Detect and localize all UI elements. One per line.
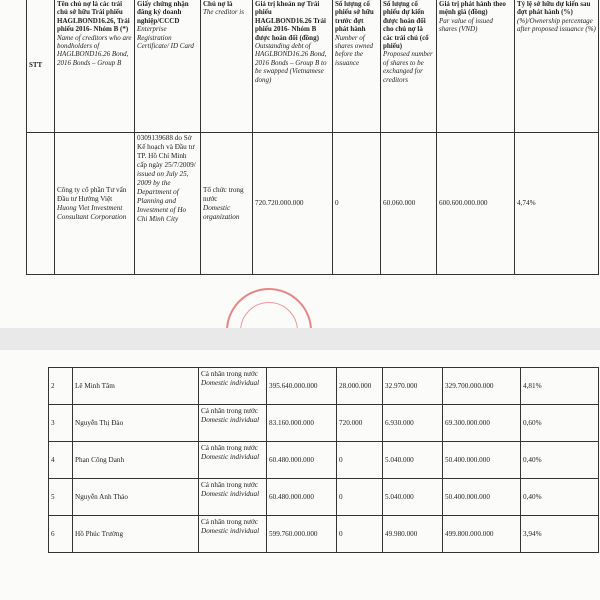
creditor-type: Tổ chức trong nước Domestic organization	[201, 133, 253, 275]
creditor-name: Nguyễn Thị Đào	[73, 405, 199, 442]
document-page-2	[0, 350, 600, 600]
par-value: 499.800.000.000	[443, 516, 521, 553]
row-stt	[27, 133, 55, 275]
ownership-pct: 4,81%	[521, 368, 599, 405]
debt-value: 599.760.000.000	[267, 516, 337, 553]
ownership-pct: 0,40%	[521, 479, 599, 516]
ownership-pct: 3,94%	[521, 516, 599, 553]
header-ownership-pct: Tỷ lệ sở hữu dự kiến sau đợt phát hành (%) (%)/Ownership percentage after proposed issuance (%)	[515, 0, 599, 133]
debt-value: 720.720.000.000	[253, 133, 333, 275]
proposed-shares: 5.040.000	[383, 479, 443, 516]
creditor-name: Công ty cổ phần Tư vấn Đầu tư Hướng Việt Huong Viet Investment Consultant Corporation	[55, 133, 135, 275]
ownership-pct: 0,60%	[521, 405, 599, 442]
creditor-table-page-1	[26, 0, 599, 275]
creditor-table-page-2	[48, 367, 599, 553]
debt-value: 60.480.000.000	[267, 442, 337, 479]
row-stt: 5	[49, 479, 73, 516]
header-creditor-name: Tên chủ nợ là các trái chủ sở hữu Trái phiếu HAGLBOND16.26, Trái phiếu 2016- Nhóm B (*) Name of creditors who are bondholders of HAGLBOND16.26 Bond, 2016 Bonds – Group B	[55, 0, 135, 133]
creditor-type: Cá nhân trong nước Domestic individual	[199, 479, 267, 516]
header-par-value: Giá trị phát hành theo mệnh giá (đồng) Par value of issued shares (VND)	[437, 0, 515, 133]
ownership-pct: 0,40%	[521, 442, 599, 479]
row-stt: 2	[49, 368, 73, 405]
shares-owned: 0	[337, 516, 383, 553]
header-creditor-type: Chủ nợ là The creditor is	[201, 0, 253, 133]
par-value: 600.600.000.000	[437, 133, 515, 275]
creditor-name: Nguyễn Anh Thảo	[73, 479, 199, 516]
creditor-name: Hồ Phúc Trường	[73, 516, 199, 553]
proposed-shares: 49.980.000	[383, 516, 443, 553]
creditor-type: Cá nhân trong nước Domestic individual	[199, 368, 267, 405]
creditor-type: Cá nhân trong nước Domestic individual	[199, 442, 267, 479]
row-stt: 4	[49, 442, 73, 479]
table-row	[49, 368, 599, 405]
ownership-pct: 4,74%	[515, 133, 599, 275]
shares-owned: 0	[337, 442, 383, 479]
table-row	[49, 442, 599, 479]
proposed-shares: 60.060.000	[381, 133, 437, 275]
table-row	[27, 133, 599, 275]
par-value: 69.300.000.000	[443, 405, 521, 442]
par-value: 329.700.000.000	[443, 368, 521, 405]
shares-owned: 28.000.000	[337, 368, 383, 405]
header-proposed-shares: Số lượng cổ phiếu dự kiến được hoán đổi cho chủ nợ là các trái chủ (cổ phiếu) Proposed number of shares to be exchanged for creditors	[381, 0, 437, 133]
creditor-type: Cá nhân trong nước Domestic individual	[199, 516, 267, 553]
header-shares-owned: Số lượng cổ phiếu sở hữu trước đợt phát hành Number of shares owned before the issuance	[333, 0, 381, 133]
red-seal-stamp-icon	[226, 288, 312, 328]
table-row	[49, 479, 599, 516]
shares-owned: 0	[337, 479, 383, 516]
header-stt: STT	[27, 0, 55, 133]
proposed-shares: 5.040.000	[383, 442, 443, 479]
shares-owned: 0	[333, 133, 381, 275]
creditor-type: Cá nhân trong nước Domestic individual	[199, 405, 267, 442]
proposed-shares: 6.930.000	[383, 405, 443, 442]
par-value: 50.400.000.000	[443, 442, 521, 479]
debt-value: 60.480.000.000	[267, 479, 337, 516]
table-row	[49, 405, 599, 442]
header-row	[27, 0, 599, 133]
shares-owned: 720.000	[337, 405, 383, 442]
row-stt: 6	[49, 516, 73, 553]
creditor-name: Phan Công Danh	[73, 442, 199, 479]
table-row	[49, 516, 599, 553]
header-registration: Giấy chứng nhận đăng ký doanh nghiệp/CCCD Enterprise Registration Certificate/ ID Card	[135, 0, 201, 133]
row-stt: 3	[49, 405, 73, 442]
proposed-shares: 32.970.000	[383, 368, 443, 405]
par-value: 50.400.000.000	[443, 479, 521, 516]
header-debt-value: Giá trị khoản nợ Trái phiếu HAGLBOND16.26 Trái phiếu 2016- Nhóm B được hoán đổi (đồng) Outstanding debt of HAGLBOND16.26 Bond, 2016 Bonds – Group B to be swapped (Vietnamese dong)	[253, 0, 333, 133]
debt-value: 83.160.000.000	[267, 405, 337, 442]
registration-info: 0309139688 do Sở Kế hoạch và Đầu tư TP. Hồ Chí Minh cấp ngày 25/7/2009/ issued on July 25, 2009 by the Department of Planning and Investment of Ho Chi Minh City	[135, 133, 201, 275]
creditor-name: Lê Minh Tâm	[73, 368, 199, 405]
debt-value: 395.640.000.000	[267, 368, 337, 405]
